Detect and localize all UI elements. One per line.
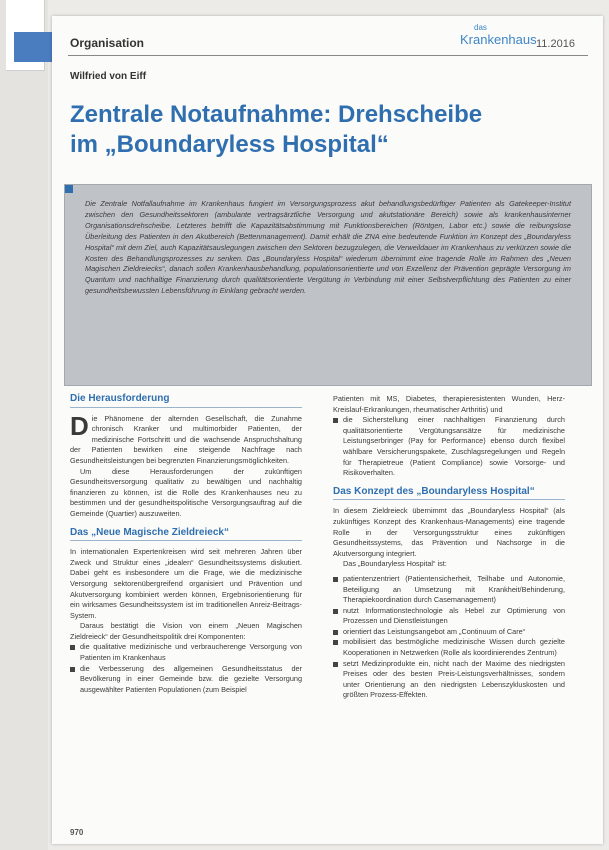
bullet-list bbox=[70, 642, 302, 695]
abstract-box bbox=[64, 184, 592, 386]
logo-small-text: das bbox=[474, 23, 487, 32]
list-item-text: die Verbesserung des allgemeinen Gesundheitsstatus der Bevölkerung in einer Gemeinde bzw. die gezielte Versorgung ausgewählter Patienten Populationen (zum Beispiel bbox=[80, 663, 302, 694]
heading-rule bbox=[333, 499, 565, 500]
logo-text: Krankenhaus bbox=[460, 32, 537, 47]
list-item bbox=[333, 574, 565, 606]
right-column bbox=[333, 394, 565, 701]
blue-corner-mark bbox=[14, 32, 54, 62]
list-item-text: setzt Medizinprodukte ein, nicht nach der Maxime des niedrigsten Preises oder des besten Preis-Leistungsverhältnisses, sondern unter Orientierung an den niedrigsten Lebenszykluskosten und größten Prozess-Effekten. bbox=[343, 658, 565, 700]
bullet-icon bbox=[70, 645, 75, 650]
list-item bbox=[333, 415, 565, 479]
page-number: 970 bbox=[70, 828, 84, 837]
list-item-text: orientiert das Leistungsangebot am „Continuum of Care“ bbox=[343, 626, 526, 636]
article-title bbox=[70, 100, 590, 160]
drop-cap: D bbox=[70, 410, 89, 441]
abstract-marker bbox=[65, 185, 73, 193]
header-rule bbox=[68, 55, 588, 56]
heading-rule bbox=[70, 540, 302, 541]
paragraph: Daraus bestätigt die Vision von einem „Neuen Magischen Zieldreieck“ der Gesundheitspolitik drei Komponenten: bbox=[70, 621, 302, 641]
paragraph: Das „Boundaryless Hospital“ ist: bbox=[343, 559, 447, 569]
bullet-icon bbox=[70, 667, 75, 672]
section-label: Organisation bbox=[70, 36, 145, 50]
paragraph: In diesem Zieldreieck übernimmt das „Boundaryless Hospital“ (als zukünftiges Konzept des Krankenhaus-Managements) eine tragende Rolle in der Versorgungsstruktur eines zukünftigen Gesundheitssystems, das Prävention und Nachsorge in die Akutversorgung integriert. bbox=[333, 506, 565, 558]
paragraph bbox=[70, 410, 302, 467]
title-line-1: Zentrale Notaufnahme: Drehscheibe bbox=[70, 101, 483, 128]
bullet-list bbox=[333, 415, 565, 479]
author-name: Wilfried von Eiff bbox=[70, 71, 147, 82]
list-item-text: mobilisiert das bestmögliche medizinische Wissen durch gezielte Kooperationen in Netzwerken (Rolle als koordinierendes Zentrum) bbox=[343, 637, 565, 658]
paragraph-text: ie Phänomene der alternden Gesellschaft, die Zunahme chronisch Kranker und multimorbider Patienten, der medizinische Fortschritt und die wachsende Anspruchshaltung der Patienten bewirken eine steigende Nachfrage nach Gesundheitsleistungen bei begrenzten Finanzierungsmöglichkeiten. bbox=[70, 413, 302, 465]
list-item bbox=[70, 642, 302, 663]
heading-herausforderung: Die Herausforderung bbox=[70, 393, 170, 404]
magazine-logo bbox=[460, 23, 537, 47]
bullet-icon bbox=[333, 662, 338, 667]
paragraph: In internationalen Expertenkreisen wird seit mehreren Jahren über Zweck und Struktur eines „idealen“ Gesundheitssystems diskutiert. Dabei geht es insbesondere um die Frage, wie die medizinische Versorgung sektorenübergreifend organisiert und Prävention und Akutversorgung kombiniert werden können, Ergebnisorientierung für ein wirksames Gesundheitssystem ist im traditionellen Anreiz-Beitrags-System. bbox=[70, 547, 302, 620]
list-item-text: patientenzentriert (Patientensicherheit, Teilhabe und Autonomie, Beteiligung an Umsetzung mit Krankheit/Behinderung, Therapiekoordination durch Casemanagement) bbox=[343, 573, 565, 605]
left-column bbox=[70, 394, 302, 695]
list-item-text: nutzt Informationstechnologie als Hebel zur Optimierung von Prozessen und Dienstleistungen bbox=[343, 605, 565, 626]
title-line-2: im „Boundaryless Hospital“ bbox=[70, 131, 389, 158]
bullet-icon bbox=[333, 630, 338, 635]
paragraph: Um diese Herausforderungen der zukünftigen Gesundheitsversorgung qualitativ zu bewältigen und nachhaltig finanzieren zu können, ist die Rolle des Krankenhauses neu zu bestimmen und der gesundheitspolitische Versorgungsauftrag auf die Gemeinde (Quartier) auszuweiten. bbox=[70, 466, 302, 518]
bullet-icon bbox=[333, 640, 338, 645]
bullet-icon bbox=[333, 609, 338, 614]
heading-konzept: Das Konzept des „Boundaryless Hospital“ bbox=[333, 485, 535, 497]
list-item-text: die qualitative medizinische und verbraucherenge Versorgung von Patienten im Krankenhaus bbox=[80, 642, 302, 663]
binder-background bbox=[0, 0, 48, 850]
issue-number: 11.2016 bbox=[536, 38, 575, 50]
list-item bbox=[333, 627, 565, 638]
list-item bbox=[70, 664, 302, 696]
list-item bbox=[333, 606, 565, 627]
bullet-icon bbox=[333, 418, 338, 423]
list-item bbox=[333, 637, 565, 658]
abstract-text: Die Zentrale Notfallaufnahme im Krankenhaus fungiert im Versorgungsprozess akut behandlungsbedürftiger Patienten als Gatekeeper-Institut zwischen den Gesundheitssektoren (ambulante vertragsärztliche Versorgung und akutstationäre Bereich) sowie als krankenhausinterner Organisationsdrehscheibe. Letzteres betrifft die Kapazitätsabstimmung mit Funktionsbereichen (Röntgen, Labor etc.) sowie die reibungslose Überleitung des Patienten in den Akutbereich (Bettenmanagement). Damit erhält die ZNA eine bedeutende Funktion im Konzept des „Boundaryless Hospital“ mit dem Ziel, auch Kapazitätsauslegungen zwischen den Sektoren bezugzulegen, die Verweildauer im Krankenhaus zu verkürzen sowie die Kosten des Behandlungsprozesses zu senken. Das „Boundaryless Hospital“ wiederum übernimmt eine tragende Rolle im Rahmen des „Neuen Magischen Zieldreiecks“, danach sollen Krankenhausbehandlung, populationsorientierte und von Exzellenz der Prävention geprägte Versorgung im Quantum und nachhaltige Finanzierung durch qualitätsorientierte Vergütung in Verbindung mit einer Selbstverpflichtung des Patienten zu einer gesundheitsbewussten Lebensführung in Einklang gebracht werden. bbox=[85, 199, 571, 296]
list-item bbox=[333, 659, 565, 701]
heading-zieldreieck: Das „Neue Magische Zieldreieck“ bbox=[70, 526, 229, 538]
heading-rule bbox=[70, 407, 302, 408]
list-item-text: die Sicherstellung einer nachhaltigen Finanzierung durch qualitätsorientierte Vergütungsansätze für medizinische Leistungserbringer (Pay for Performance) ebenso durch flexibel wählbare Versicherungspakete, Zuschlagsregelungen und Regeln für Therapietreue (Patient Compliance) sowie Vorsorge- und Risikoverhalten. bbox=[343, 415, 565, 478]
bullet-icon bbox=[333, 577, 338, 582]
paragraph: Patienten mit MS, Diabetes, therapieresistenten Wunden, Herz-Kreislauf-Erkrankungen, rheumatischer Arthritis) und bbox=[333, 394, 565, 414]
bullet-list bbox=[333, 574, 565, 701]
